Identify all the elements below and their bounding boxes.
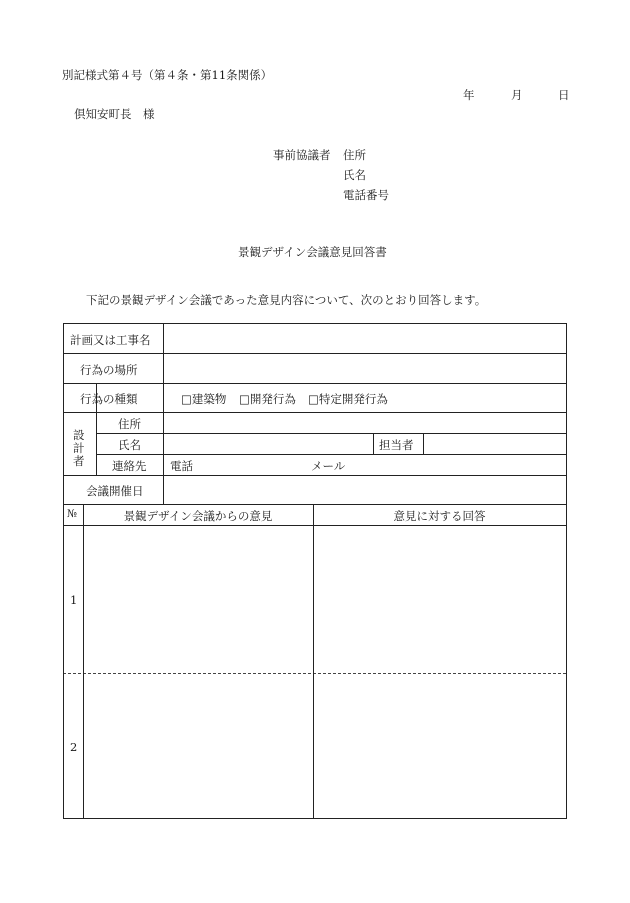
table-rule-vertical (373, 433, 374, 454)
applicant-phone-label: 電話番号 (343, 188, 389, 202)
person-in-charge-label: 担当者 (379, 438, 414, 452)
option-special-development[interactable]: □特定開発行為 (308, 392, 388, 406)
column-header-no: № (67, 508, 77, 520)
date-month-label: 月 (511, 88, 523, 102)
row-number: 1 (70, 593, 78, 607)
column-header-opinion: 景観デザイン会議からの意見 (123, 509, 273, 523)
option-building[interactable]: □建築物 (181, 392, 227, 406)
applicant-name-label: 氏名 (343, 168, 366, 182)
table-border-bottom (63, 818, 567, 819)
intro-text: 下記の景観デザイン会議であった意見内容について、次のとおり回答します。 (86, 293, 487, 307)
form-number-label: 別記様式第４号（第４条・第11条関係） (62, 68, 273, 82)
row-number: 2 (70, 740, 78, 754)
table-rule (63, 383, 566, 384)
applicant-address-label: 住所 (343, 148, 366, 162)
location-label: 行為の場所 (80, 363, 138, 377)
row-divider-dashed (63, 673, 566, 674)
table-border-top (63, 323, 566, 324)
project-name-label: 計画又は工事名 (70, 333, 151, 347)
table-rule-vertical (83, 504, 84, 818)
contact-email-label: メール (311, 459, 346, 473)
date-year-label: 年 (463, 88, 475, 102)
table-rule (63, 525, 566, 526)
applicant-label: 事前協議者 (273, 148, 331, 162)
table-rule (63, 353, 566, 354)
option-development[interactable]: □開発行為 (239, 392, 296, 406)
designer-name-label: 氏名 (118, 438, 141, 452)
column-header-response: 意見に対する回答 (393, 509, 486, 523)
table-rule-vertical (423, 433, 424, 454)
table-border-left (63, 323, 64, 819)
table-rule-vertical (163, 323, 164, 504)
designer-label-char: 設 (73, 428, 85, 442)
addressee: 倶知安町長 様 (74, 107, 155, 121)
designer-label-char: 者 (73, 454, 85, 468)
contact-label: 連絡先 (112, 459, 147, 473)
table-rule (96, 454, 566, 455)
table-rule (63, 475, 566, 476)
designer-label-char: 計 (73, 441, 85, 455)
table-rule (96, 433, 566, 434)
document-title: 景観デザイン会議意見回答書 (238, 245, 387, 259)
activity-type-label: 行為の種類 (80, 392, 138, 406)
table-rule (63, 504, 566, 505)
date-day-label: 日 (558, 88, 570, 102)
designer-address-label: 住所 (118, 417, 141, 431)
contact-phone-label: 電話 (170, 459, 193, 473)
meeting-date-label: 会議開催日 (86, 484, 144, 498)
table-border-right (566, 323, 567, 819)
table-rule (63, 412, 566, 413)
table-rule-vertical (313, 504, 314, 818)
